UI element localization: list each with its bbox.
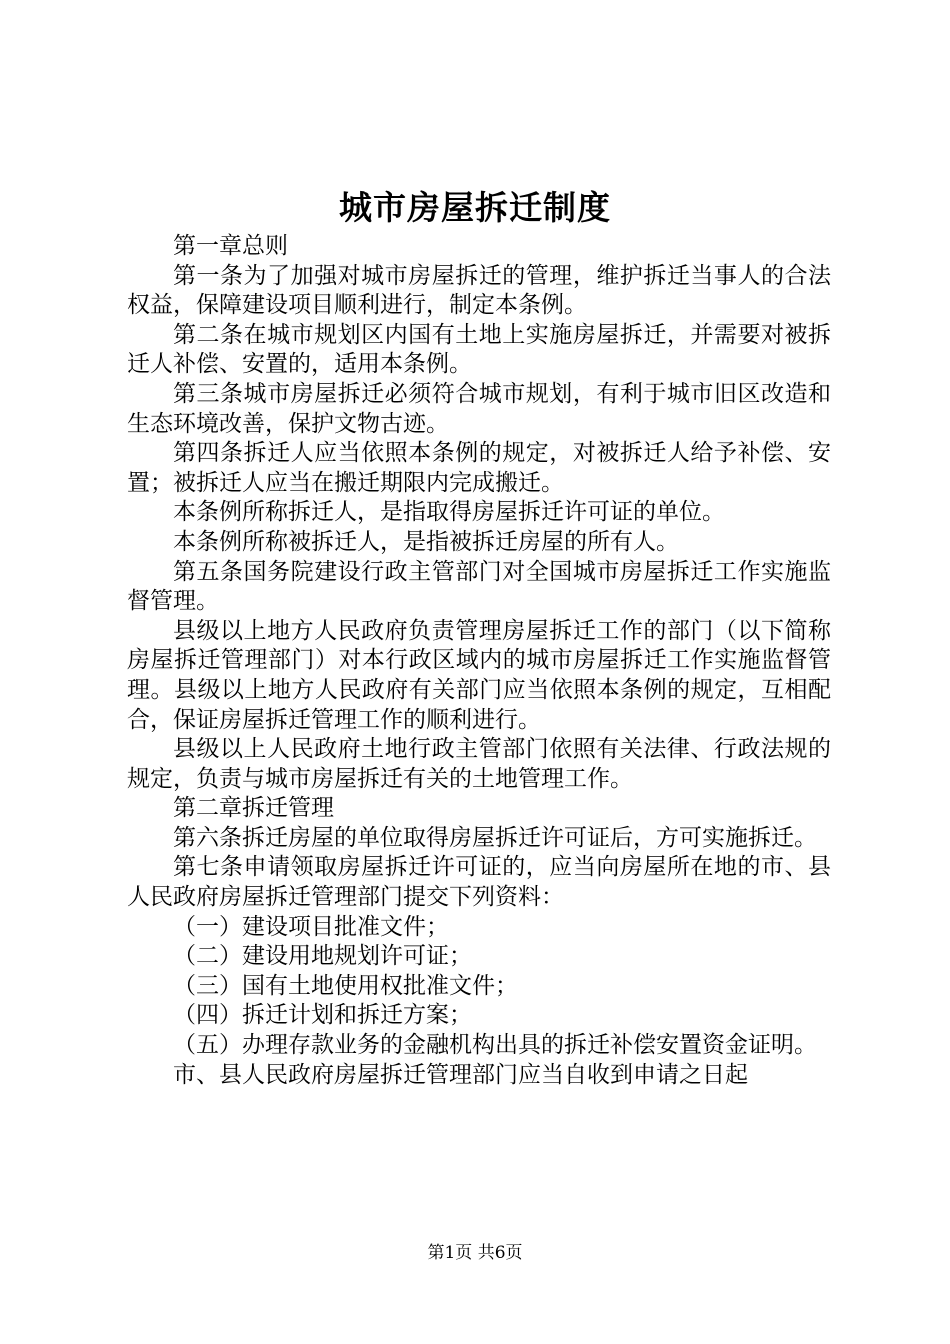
article-paragraph: 本条例所称被拆迁人，是指被拆迁房屋的所有人。 — [173, 528, 679, 555]
article-paragraph: 第二条在城市规划区内国有土地上实施房屋拆迁，并需要对被拆迁人补偿、安置的，适用本条例。 — [127, 321, 831, 378]
article-paragraph: 第七条申请领取房屋拆迁许可证的，应当向房屋所在地的市、县人民政府房屋拆迁管理部门提交下列资料： — [127, 854, 831, 911]
article-paragraph: 县级以上地方人民政府负责管理房屋拆迁工作的部门（以下简称房屋拆迁管理部门）对本行政区域内的城市房屋拆迁工作实施监督管理。县级以上地方人民政府有关部门应当依照本条例的规定，互相配合，保证房屋拆迁管理工作的顺利进行。 — [127, 617, 831, 733]
document-body — [127, 232, 831, 1090]
chapter-heading: 第一章总则 — [173, 233, 288, 259]
article-paragraph: 第四条拆迁人应当依照本条例的规定，对被拆迁人给予补偿、安置；被拆迁人应当在搬迁期限内完成搬迁。 — [127, 440, 831, 496]
list-item: （二）建设用地规划许可证； — [173, 943, 472, 970]
article-paragraph: 市、县人民政府房屋拆迁管理部门应当自收到申请之日起 — [173, 1061, 748, 1088]
article-paragraph: 第三条城市房屋拆迁必须符合城市规划，有利于城市旧区改造和生态环境改善，保护文物古迹。 — [127, 380, 831, 437]
list-item: （四）拆迁计划和拆迁方案； — [173, 1002, 472, 1029]
list-item: （三）国有土地使用权批准文件； — [173, 972, 518, 999]
article-paragraph: 本条例所称拆迁人，是指取得房屋拆迁许可证的单位。 — [173, 499, 725, 526]
page-number: 第1页 共6页 — [427, 1243, 523, 1263]
article-paragraph: 县级以上人民政府土地行政主管部门依照有关法律、行政法规的规定，负责与城市房屋拆迁有关的土地管理工作。 — [127, 736, 831, 792]
chapter-heading: 第二章拆迁管理 — [173, 795, 334, 822]
article-paragraph: 第六条拆迁房屋的单位取得房屋拆迁许可证后，方可实施拆迁。 — [173, 824, 817, 851]
list-item: （五）办理存款业务的金融机构出具的拆迁补偿安置资金证明。 — [173, 1032, 817, 1059]
article-paragraph: 第五条国务院建设行政主管部门对全国城市房屋拆迁工作实施监督管理。 — [127, 558, 831, 615]
article-paragraph: 第一条为了加强对城市房屋拆迁的管理，维护拆迁当事人的合法权益，保障建设项目顺利进行，制定本条例。 — [127, 262, 831, 319]
document-title: 城市房屋拆迁制度 — [339, 188, 611, 227]
list-item: （一）建设项目批准文件； — [173, 913, 449, 940]
